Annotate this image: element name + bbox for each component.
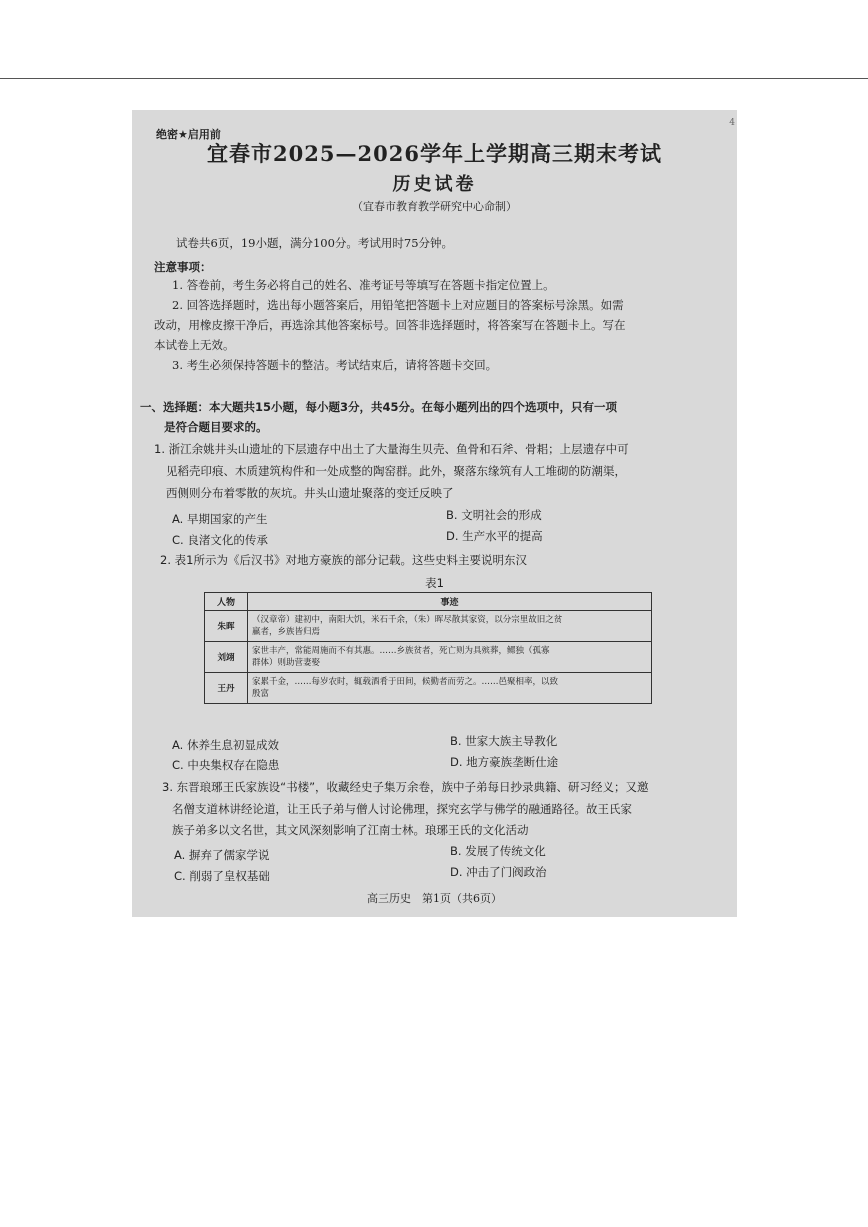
q2-option-b: B. 世家大族主导教化 xyxy=(450,734,558,748)
table-row xyxy=(205,642,652,673)
note-line: 1. 答卷前，考生务必将自己的姓名、准考证号等填写在答题卡指定位置上。 xyxy=(172,278,555,292)
section-heading-cont: 是符合题目要求的。 xyxy=(164,420,268,434)
table-caption: 表1 xyxy=(425,576,444,590)
q2-option-c: C. 中央集权存在隐患 xyxy=(172,758,280,772)
q2-stem: 2. 表1所示为《后汉书》对地方豪族的部分记载。这些史料主要说明东汉 xyxy=(160,553,527,567)
event-line: （汉章帝）建初中，南阳大饥，米石千余，（朱）晖尽散其家资，以分宗里故旧之贫 xyxy=(252,615,563,625)
event-line: 殷富 xyxy=(252,689,270,699)
subject-title: 历史试卷 xyxy=(392,174,477,195)
q3-option-c: C. 削弱了皇权基础 xyxy=(174,869,270,883)
table-cell-person: 刘翊 xyxy=(205,642,248,673)
q1-option-c: C. 良渚文化的传承 xyxy=(172,533,268,547)
q3-option-d: D. 冲击了门阀政治 xyxy=(450,865,547,879)
q2-option-d: D. 地方豪族垄断仕途 xyxy=(450,755,559,769)
note-line: 本试卷上无效。 xyxy=(154,338,235,352)
q1-stem: 见稻壳印痕、木质建筑构件和一处成整的陶窑群。此外，聚落东缘筑有人工堆砌的防潮渠， xyxy=(166,464,626,478)
note-line: 3. 考生必须保持答题卡的整洁。考试结束后，请将答题卡交回。 xyxy=(172,358,498,372)
q1-stem: 1. 浙江余姚井头山遗址的下层遗存中出土了大量海生贝壳、鱼骨和石斧、骨耜；上层遗存中可 xyxy=(154,442,629,456)
event-line: 家累千金，……每岁农时，辄载酒肴于田间，候勤者而劳之。……邑聚相率，以致 xyxy=(252,677,559,687)
table-header-person: 人物 xyxy=(205,593,248,611)
table-row xyxy=(205,673,652,704)
section-heading: 一、选择题：本大题共15小题，每小题3分，共45分。在每小题列出的四个选项中，只有一项 xyxy=(140,400,618,414)
table-cell-event xyxy=(248,611,652,642)
page-footer: 高三历史 第1页（共6页） xyxy=(367,892,502,905)
table-1 xyxy=(204,592,652,704)
event-line: 家世丰产，常能周施而不有其惠。……乡族贫者，死亡则为具殡葬，鳏独（孤寡 xyxy=(252,646,550,656)
issuer-line: （宜春市教育教学研究中心命制） xyxy=(352,200,517,213)
q3-option-a: A. 摒弃了儒家学说 xyxy=(174,848,270,862)
table-cell-event xyxy=(248,642,652,673)
notes-heading: 注意事项： xyxy=(154,260,212,274)
exam-intro: 试卷共6页，19小题，满分100分。考试用时75分钟。 xyxy=(176,236,454,250)
table-header-row xyxy=(205,593,652,611)
corner-mark: 4 xyxy=(729,118,735,128)
secret-label: 绝密★启用前 xyxy=(156,128,221,141)
event-line: 羸者，乡族皆归焉 xyxy=(252,627,321,637)
q1-option-a: A. 早期国家的产生 xyxy=(172,512,268,526)
table-header-event: 事迹 xyxy=(248,593,652,611)
exam-title: 宜春市2025—2026学年上学期高三期末考试 xyxy=(207,141,662,166)
q2-option-a: A. 休养生息初显成效 xyxy=(172,738,279,752)
q3-stem: 名僧支道林讲经论道，让王氏子弟与僧人讨论佛理，探究玄学与佛学的融通路径。故王氏家 xyxy=(172,802,632,816)
q1-stem: 西侧则分布着零散的灰坑。井头山遗址聚落的变迁反映了 xyxy=(166,486,454,500)
event-line: 群体）则助营妻娶 xyxy=(252,658,321,668)
table-row xyxy=(205,611,652,642)
q3-option-b: B. 发展了传统文化 xyxy=(450,844,546,858)
table-cell-event xyxy=(248,673,652,704)
q1-option-b: B. 文明社会的形成 xyxy=(446,508,542,522)
q3-stem: 族子弟多以文名世，其文风深刻影响了江南士林。琅琊王氏的文化活动 xyxy=(172,823,529,837)
note-line: 2. 回答选择题时，选出每小题答案后，用铅笔把答题卡上对应题目的答案标号涂黑。如需 xyxy=(172,298,624,312)
table-cell-person: 朱晖 xyxy=(205,611,248,642)
table-cell-person: 王丹 xyxy=(205,673,248,704)
note-line: 改动，用橡皮擦干净后，再选涂其他答案标号。回答非选择题时，将答案写在答题卡上。写在 xyxy=(154,318,626,332)
top-rule xyxy=(0,78,868,79)
exam-page-scan xyxy=(132,110,737,917)
q1-option-d: D. 生产水平的提高 xyxy=(446,529,543,543)
q3-stem: 3. 东晋琅琊王氏家族设“书楼”，收藏经史子集万余卷，族中子弟每日抄录典籍、研习经义；又邀 xyxy=(162,780,649,794)
